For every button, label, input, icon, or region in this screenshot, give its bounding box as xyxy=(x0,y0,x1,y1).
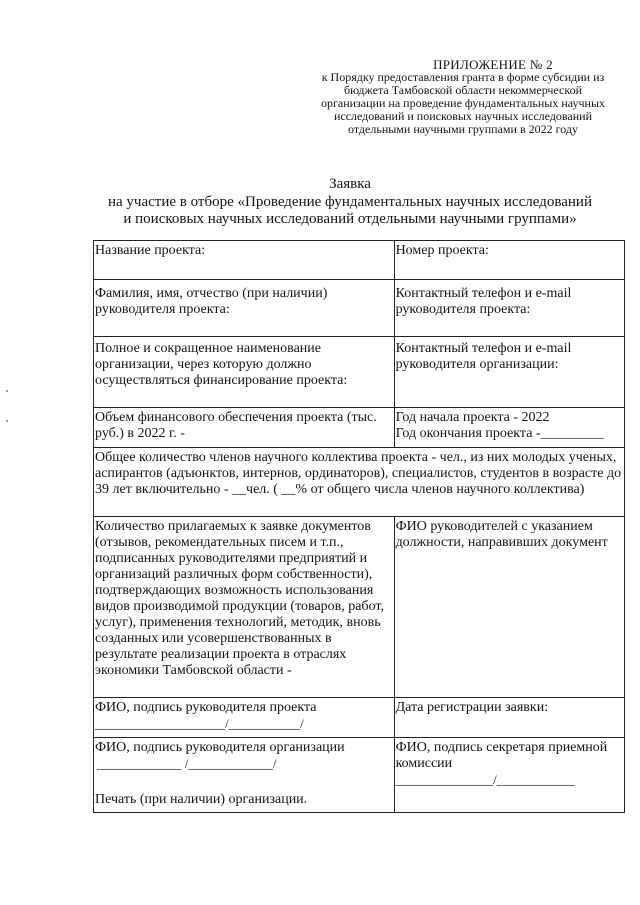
secretary-signature-line: _______________/____________ xyxy=(395,772,575,787)
registration-date-field[interactable]: Дата регистрации заявки: xyxy=(394,698,624,738)
appendix-line: организации на проведение фундаментальных научных xyxy=(320,96,606,110)
project-name-field[interactable]: Название проекта: xyxy=(94,241,395,280)
organization-signature-label: ФИО, подпись руководителя организации xyxy=(95,740,345,755)
application-form-table xyxy=(93,240,625,813)
leader-signature-field[interactable] xyxy=(94,698,395,738)
table-row xyxy=(94,241,625,280)
project-number-field[interactable]: Номер проекта: xyxy=(394,241,624,280)
documents-count-field[interactable]: Количество прилагаемых к заявке документов (отзывов, рекомендательных писем и т.п., подписанных руководителями предприятий и организаций различных форм собственности), подтверждающих возможность использования видов производимой продукции (товаров, работ, услуг), применения технологий, методик, вновь созданных или усовершенствованных в результате реализации проекта в отраслях экономики Тамбовской области - xyxy=(94,517,395,698)
appendix-line: отдельными научными группами в 2022 году xyxy=(348,122,578,136)
appendix-title: ПРИЛОЖЕНИЕ № 2 xyxy=(433,57,553,72)
documents-signers-field[interactable]: ФИО руководителей с указанием должности, направивших документ xyxy=(394,517,624,698)
form-title xyxy=(60,176,640,228)
leader-signature-line: ____________________/___________/ xyxy=(95,716,304,731)
organization-signature-line: _____________ /_____________/ xyxy=(97,756,277,771)
table-row xyxy=(94,280,625,337)
start-year: Год начала проекта - 2022 xyxy=(395,410,550,425)
appendix-line: к Порядку предоставления гранта в форме субсидии из xyxy=(321,70,605,84)
table-row xyxy=(94,408,625,448)
secretary-signature-field[interactable] xyxy=(394,738,624,813)
organization-signature-field[interactable] xyxy=(94,738,395,813)
table-row xyxy=(94,738,625,813)
form-title-line: и поисковых научных исследований отдельными научными группами» xyxy=(123,211,577,227)
end-year: Год окончания проекта -_________ xyxy=(395,426,604,441)
table-row xyxy=(94,517,625,698)
appendix-line: бюджета Тамбовской области некоммерческой xyxy=(343,83,583,97)
stamp-label: Печать (при наличии) организации. xyxy=(95,792,308,807)
funding-field[interactable]: Объем финансового обеспечения проекта (тыс. руб.) в 2022 г. - xyxy=(94,408,395,448)
table-row xyxy=(94,337,625,408)
organization-name-field[interactable]: Полное и сокращенное наименование организации, через которую должно осуществляться финансирование проекта: xyxy=(94,337,395,408)
secretary-signature-label: ФИО, подпись секретаря приемной комиссии xyxy=(395,740,608,771)
project-years-field[interactable] xyxy=(394,408,624,448)
leader-contact-field[interactable]: Контактный телефон и e-mail руководителя проекта: xyxy=(394,280,624,337)
leader-fio-field[interactable]: Фамилия, имя, отчество (при наличии) руководителя проекта: xyxy=(94,280,395,337)
form-title-word: Заявка xyxy=(329,176,371,192)
organization-contact-field[interactable]: Контактный телефон и e-mail руководителя организации: xyxy=(394,337,624,408)
scan-speck xyxy=(6,390,8,392)
scan-speck xyxy=(6,420,8,422)
table-row xyxy=(94,448,625,517)
appendix-header xyxy=(300,58,626,136)
appendix-line: исследований и поисковых научных исследований xyxy=(333,109,593,123)
form-title-line: на участие в отборе «Проведение фундаментальных научных исследований xyxy=(108,194,592,210)
leader-signature-label: ФИО, подпись руководителя проекта xyxy=(95,700,317,715)
team-composition-field[interactable]: Общее количество членов научного коллектива проекта - чел., из них молодых ученых, аспирантов (адъюнктов, интернов, ординаторов), специалистов, студентов в возрасте до 39 лет включительно - __чел. ( __% от общего числа членов научного коллектива) xyxy=(94,448,625,517)
table-row xyxy=(94,698,625,738)
